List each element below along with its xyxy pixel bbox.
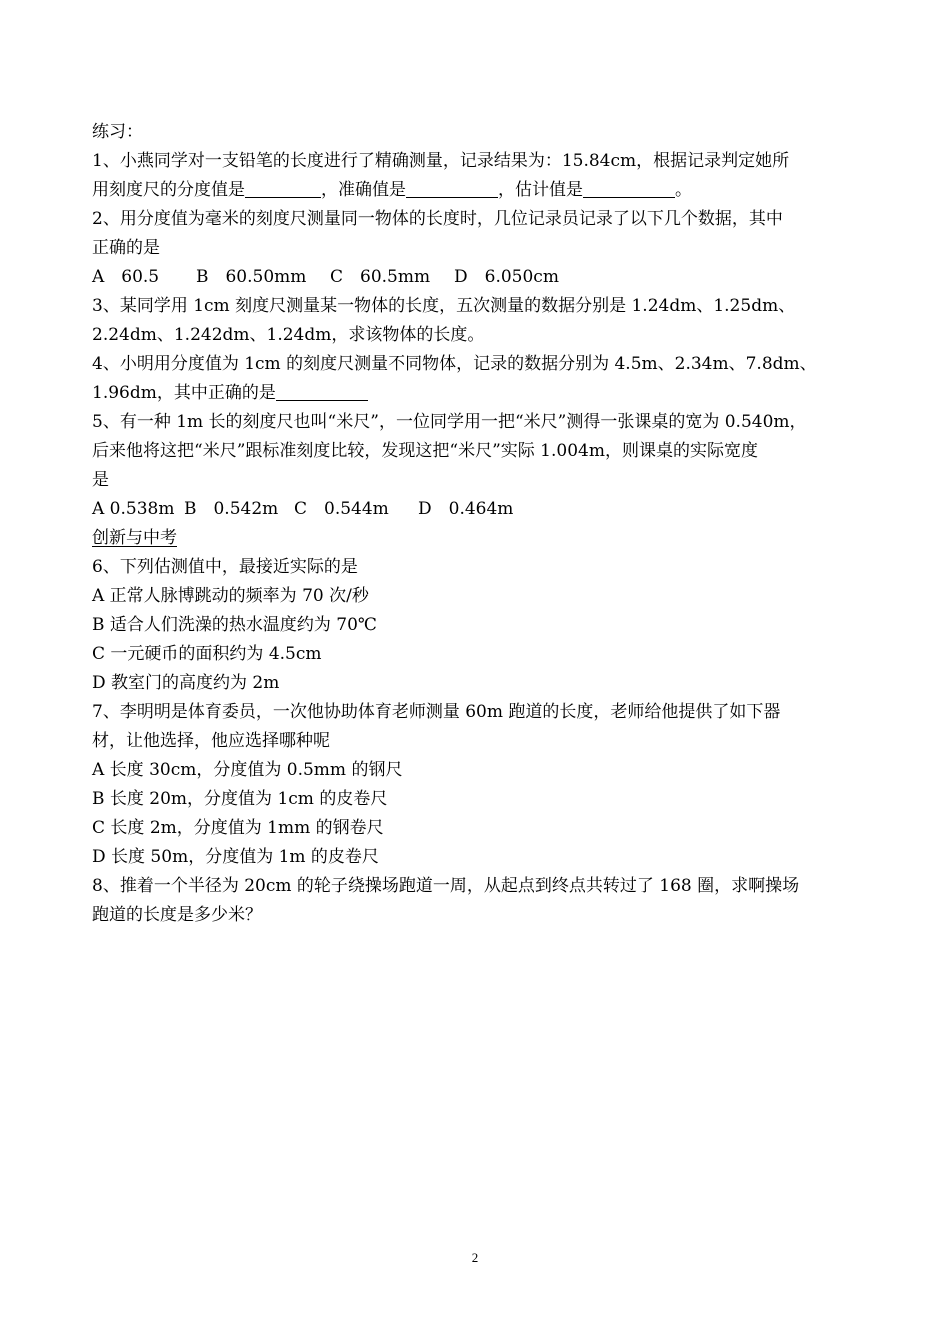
option-c: C 60.5mm	[330, 267, 431, 287]
question-4-line-1: 4、小明用分度值为 1cm 的刻度尺测量不同物体，记录的数据分别为 4.5m、2.34m、7.8dm、	[92, 354, 817, 374]
question-2-options	[92, 263, 862, 292]
option-a: A 60.5	[92, 267, 160, 287]
question-4-line-2	[92, 379, 862, 408]
question-1-prompt-c: ，估计值是	[498, 180, 583, 200]
option-b: B 0.542m	[184, 499, 279, 519]
option-c: C 一元硬币的面积约为 4.5cm	[92, 644, 322, 664]
question-4-prompt: 1.96dm，其中正确的是	[92, 383, 276, 403]
question-8-line-2: 跑道的长度是多少米？	[92, 905, 262, 925]
question-1-prompt-d: 。	[675, 180, 692, 200]
answer-blank-accurate-value[interactable]	[406, 177, 498, 198]
question-2-line-1: 2、用分度值为毫米的刻度尺测量同一物体的长度时，几位记录员记录了以下几个数据，其中	[92, 209, 783, 229]
answer-blank-estimated-value[interactable]	[583, 177, 675, 198]
question-3-line-1: 3、某同学用 1cm 刻度尺测量某一物体的长度，五次测量的数据分别是 1.24dm、1.25dm、	[92, 296, 796, 316]
question-5-line-3: 是	[92, 470, 109, 490]
option-b: B 适合人们洗澡的热水温度约为 70℃	[92, 615, 377, 635]
option-c: C 长度 2m，分度值为 1mm 的钢卷尺	[92, 818, 384, 838]
question-6-stem: 6、下列估测值中，最接近实际的是	[92, 557, 358, 577]
question-1-line-2	[92, 176, 862, 205]
question-5-line-1: 5、有一种 1m 长的刻度尺也叫“米尺”，一位同学用一把“米尺”测得一张课桌的宽为 0.540m，	[92, 412, 807, 432]
question-1-text: 1、小燕同学对一支铅笔的长度进行了精确测量，记录结果为：15.84cm，根据记录判定她所	[92, 151, 790, 171]
option-a: A 0.538m	[92, 499, 175, 519]
question-8-line-1: 8、推着一个半径为 20cm 的轮子绕操场跑道一周，从起点到终点共转过了 168 圈，求啊操场	[92, 876, 800, 896]
exercise-heading: 练习：	[92, 122, 143, 142]
page-number: 2	[471, 1250, 479, 1265]
question-2-line-2: 正确的是	[92, 238, 160, 258]
answer-blank-correct-record[interactable]	[276, 380, 368, 401]
option-a: A 长度 30cm，分度值为 0.5mm 的钢尺	[92, 760, 403, 780]
question-1-prompt-a: 用刻度尺的分度值是	[92, 180, 245, 200]
answer-blank-division-value[interactable]	[245, 177, 321, 198]
option-a: A 正常人脉博跳动的频率为 70 次/秒	[92, 586, 369, 606]
option-d: D 0.464m	[418, 499, 514, 519]
section-heading	[92, 524, 862, 553]
question-1-line-1	[92, 147, 862, 176]
document-body	[92, 118, 862, 930]
option-b: B 60.50mm	[196, 267, 307, 287]
option-b: B 长度 20m，分度值为 1cm 的皮卷尺	[92, 789, 388, 809]
option-c: C 0.544m	[294, 499, 389, 519]
question-5-options	[92, 495, 862, 524]
option-d: D 教室门的高度约为 2m	[92, 673, 280, 693]
question-1-prompt-b: ，准确值是	[321, 180, 406, 200]
section-heading-text: 创新与中考	[92, 528, 177, 548]
option-d: D 6.050cm	[454, 267, 559, 287]
question-7-line-2: 材，让他选择，他应选择哪种呢	[92, 731, 330, 751]
option-d: D 长度 50m，分度值为 1m 的皮卷尺	[92, 847, 379, 867]
question-5-line-2: 后来他将这把“米尺”跟标准刻度比较，发现这把“米尺”实际 1.004m，则课桌的实际宽度	[92, 441, 758, 461]
question-3-line-2: 2.24dm、1.242dm、1.24dm，求该物体的长度。	[92, 325, 485, 345]
question-7-line-1: 7、李明明是体育委员，一次他协助体育老师测量 60m 跑道的长度，老师给他提供了如下器	[92, 702, 781, 722]
